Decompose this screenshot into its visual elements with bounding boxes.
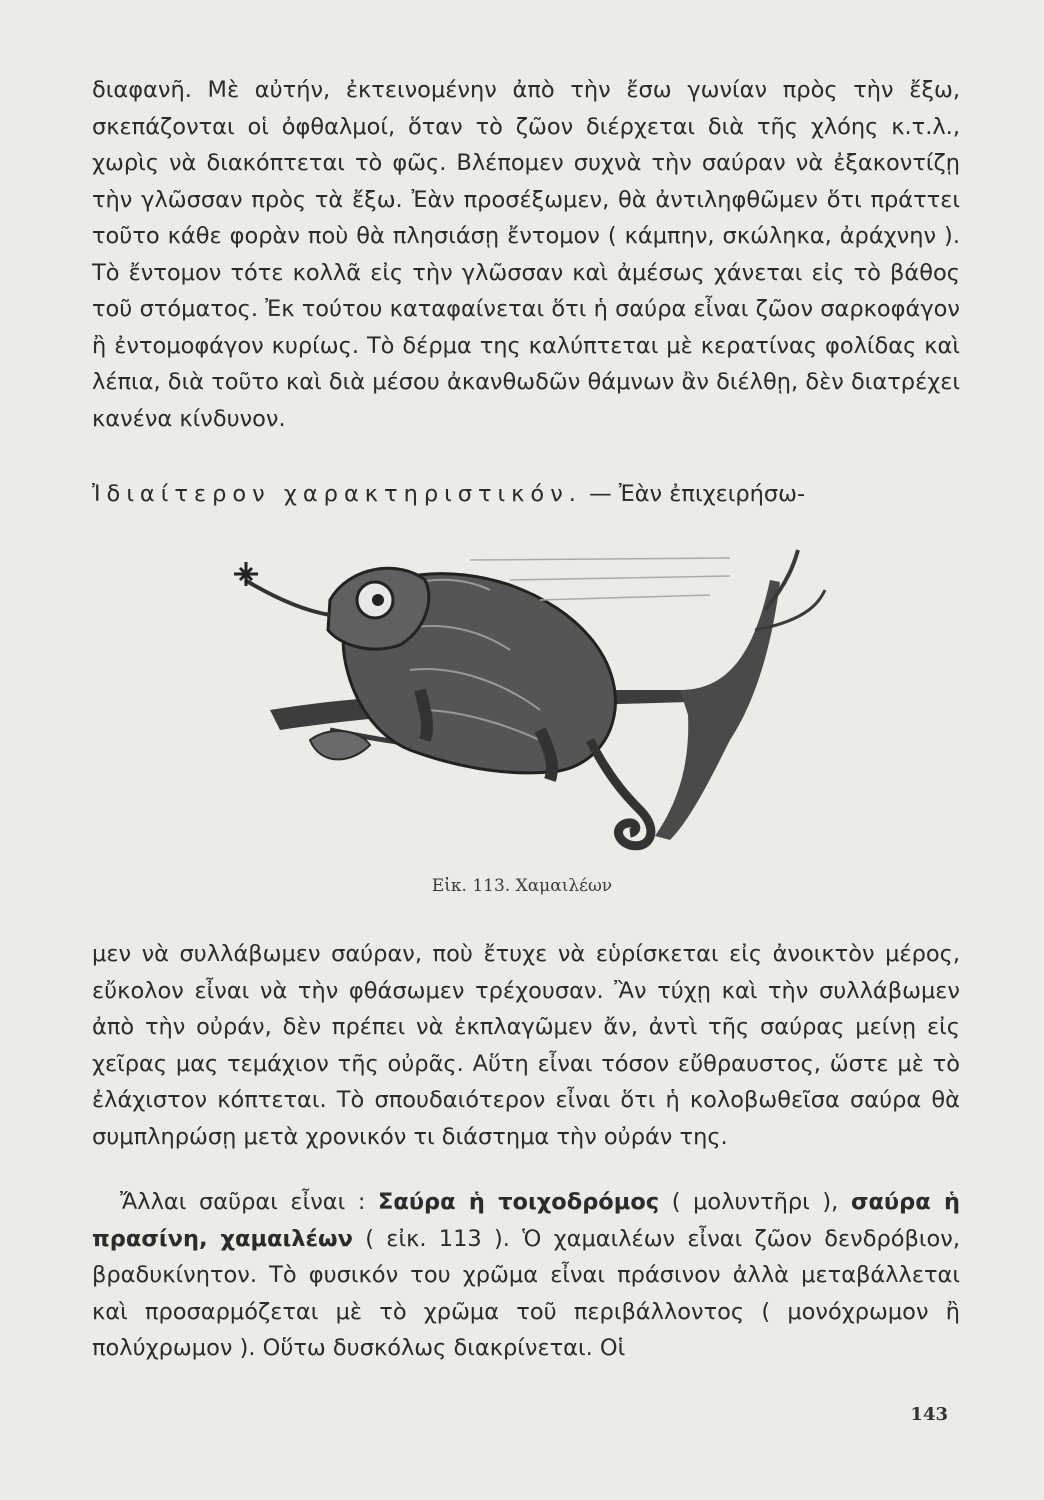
chameleon-tongue [245,580,330,615]
insect-icon [234,562,258,586]
spaced-heading: Ἰδιαίτερον χαρακτηριστικόν. [92,481,582,507]
term-green-lizard-chameleon: σαύρα ἡ πρασίνη, χαμαιλέων [92,1189,960,1252]
term-wall-lizard: Σαύρα ἡ τοιχοδρόμος [378,1189,660,1215]
paragraph-special-feature [92,476,960,513]
paragraph-catching-lizard: μεν νὰ συλλάβωμεν σαύραν, ποὺ ἔτυχε νὰ εὑρίσκεται εἰς ἀνοικτὸν μέρος, εὔκολον εἶναι νὰ τὴν φθάσωμεν τρέχουσαν. Ἂν τύχῃ καὶ τὴν συλλάβωμεν ἀπὸ τὴν οὐράν, δὲν πρέπει νὰ ἐκπλαγῶμεν ἄν, ἀντὶ τῆς σαύρας μείνῃ εἰς χεῖρας μας τεμάχιον τῆς οὐρᾶς. Αὕτη εἶναι τόσον εὔθραυστος, ὥστε μὲ τὸ ἐλάχιστον κόπτεται. Τὸ σπουδαιότερον εἶναι ὅτι ἡ κολοβωθεῖσα σαύρα θὰ συμπληρώσῃ μετὰ χρονικόν τι διάστημα τὴν οὐράν της. [92,941,960,1150]
p4-text-a: Ἄλλαι σαῦραι εἶναι : [120,1189,379,1215]
p4-text-c: ( μολυντῆρι ), [659,1189,851,1215]
paragraph-other-lizards [92,1184,960,1367]
paragraph-2-continuation: — Ἐὰν ἐπιχειρήσω- [581,481,806,507]
chameleon-illustration [210,540,830,860]
front-leg [420,690,427,740]
page-number: 143 [910,1404,948,1425]
upright-branch [655,580,780,840]
p4-text-d: ( εἰκ. 113 ). Ὁ χαμαιλέων εἶναι ζῶον δενδρόβιον, βραδυκίνητον. Τὸ φυσικόν του χρῶμα εἶναι πράσινον ἀλλὰ μεταβάλλεται καὶ προσαρμόζεται μὲ τὸ χρῶμα τοῦ περιβάλλοντος ( μονόχρωμον ἢ πολύχρωμον ). Οὕτω δυσκόλως διακρίνεται. Οἱ [92,1225,960,1361]
curled-tail [590,740,651,846]
paragraph-lizard-eyes-tongue: διαφανῆ. Μὲ αὐτήν, ἐκτεινομένην ἀπὸ τὴν ἔσω γωνίαν πρὸς τὴν ἔξω, σκεπάζονται οἱ ὀφθαλμοί, ὅταν τὸ ζῶον διέρχεται διὰ τῆς χλόης κ.τ.λ., χωρὶς νὰ διακόπτεται τὸ φῶς. Βλέπομεν συχνὰ τὴν σαύραν νὰ ἐξακοντίζῃ τὴν γλῶσσαν πρὸς τὰ ἔξω. Ἐὰν προσέξωμεν, θὰ ἀντιληφθῶμεν ὅτι πράττει τοῦτο κάθε φορὰν ποὺ θὰ πλησιάσῃ ἔντομον ( κάμπην, σκώληκα, ἀράχνην ). Τὸ ἔντομον τότε κολλᾶ εἰς τὴν γλῶσσαν καὶ ἀμέσως χάνεται εἰς τὸ βάθος τοῦ στόματος. Ἐκ τούτου καταφαίνεται ὅτι ἡ σαύρα εἶναι ζῶον σαρκοφάγον ἢ ἐντομοφάγον κυρίως. Τὸ δέρμα της καλύπτεται μὲ κερατίνας φολίδας καὶ λέπια, διὰ τοῦτο καὶ διὰ μέσου ἀκανθωδῶν θάμνων ἂν διέλθῃ, δὲν διατρέχει κανένα κίνδυνον. [92,77,960,432]
pupil [372,594,384,606]
figure-caption: Εἰκ. 113. Χαμαιλέων [431,876,613,896]
twig [765,550,798,610]
